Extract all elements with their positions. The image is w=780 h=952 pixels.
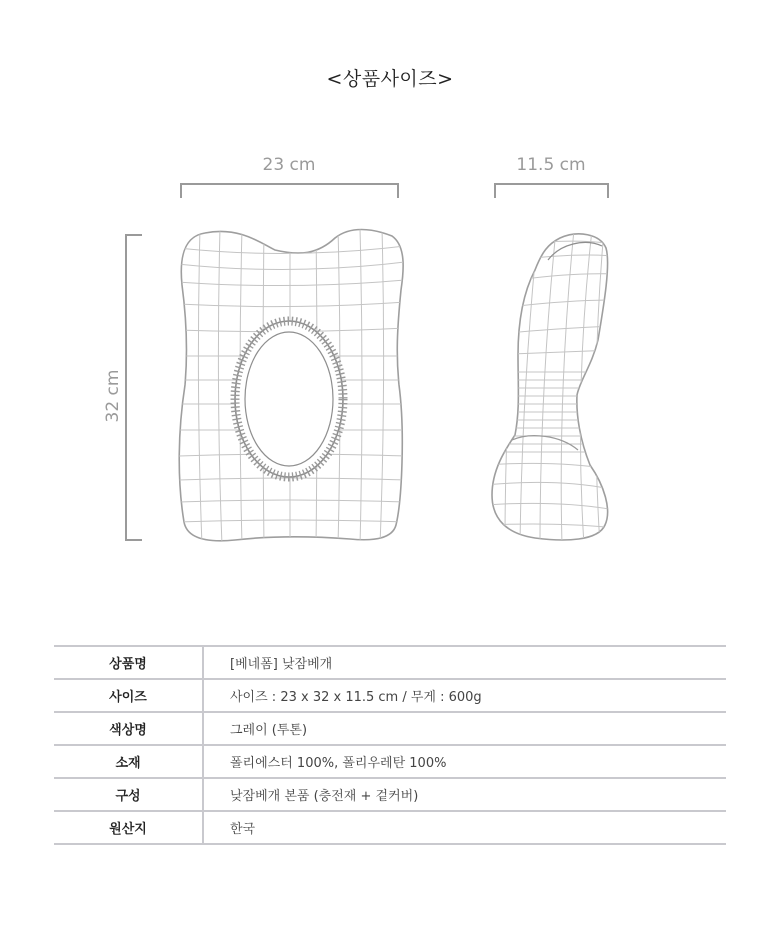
spec-key: 색상명 — [54, 712, 203, 745]
spec-table — [54, 645, 726, 845]
spec-row — [54, 778, 726, 811]
pillow-side-view — [485, 230, 615, 545]
height-bracket — [126, 235, 142, 540]
spec-value: 그레이 (투톤) — [203, 712, 726, 745]
width-dimension — [181, 155, 398, 198]
spec-row — [54, 679, 726, 712]
spec-value: [베네폼] 낮잠베개 — [203, 646, 726, 679]
spec-key: 소재 — [54, 745, 203, 778]
spec-key: 사이즈 — [54, 679, 203, 712]
spec-value: 사이즈 : 23 x 32 x 11.5 cm / 무게 : 600g — [203, 679, 726, 712]
pillow-front-view — [178, 228, 405, 545]
spec-key: 구성 — [54, 778, 203, 811]
depth-dimension — [495, 155, 608, 198]
spec-value: 한국 — [203, 811, 726, 844]
depth-bracket — [495, 184, 608, 198]
spec-row — [54, 712, 726, 745]
depth-label: 11.5 cm — [516, 155, 586, 175]
height-label: 32 cm — [103, 369, 123, 423]
spec-key: 상품명 — [54, 646, 203, 679]
spec-row — [54, 745, 726, 778]
spec-row — [54, 646, 726, 679]
section-title: <상품사이즈> — [326, 68, 454, 90]
spec-value: 낮잠베개 본품 (충전재 + 겉커버) — [203, 778, 726, 811]
spec-key: 원산지 — [54, 811, 203, 844]
spec-row — [54, 811, 726, 844]
height-dimension — [103, 235, 142, 540]
product-size-diagram — [0, 140, 780, 570]
width-bracket — [181, 184, 398, 198]
spec-value: 폴리에스터 100%, 폴리우레탄 100% — [203, 745, 726, 778]
width-label: 23 cm — [262, 155, 316, 175]
